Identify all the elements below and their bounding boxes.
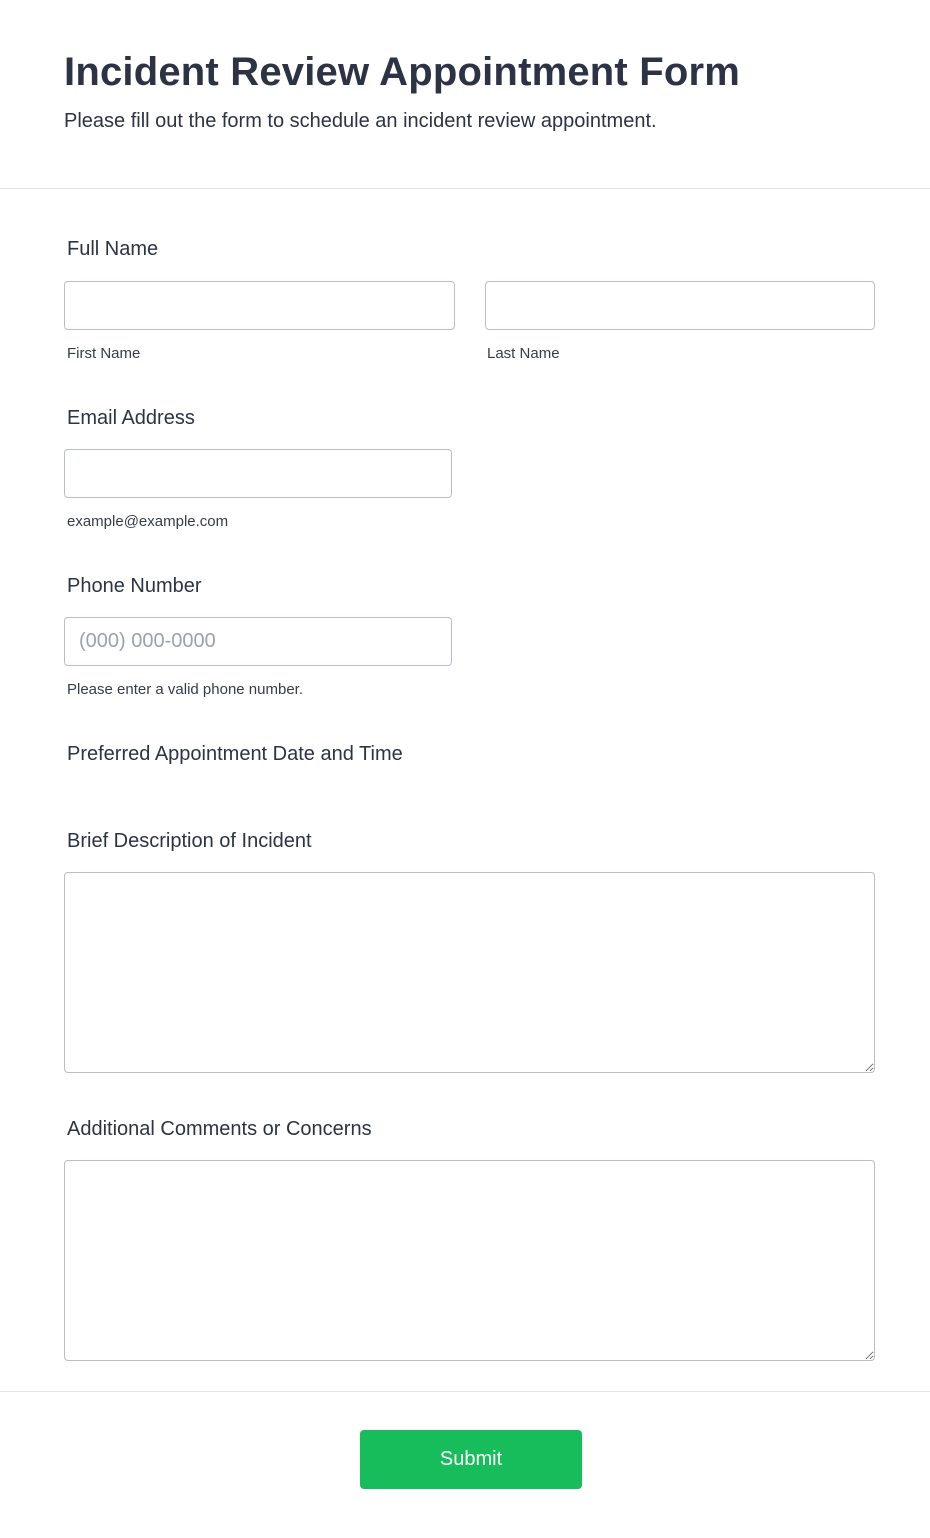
form-subtitle: Please fill out the form to schedule an incident review appointment.: [64, 110, 657, 132]
first-name-sublabel: First Name: [67, 345, 141, 362]
submit-button[interactable]: Submit: [360, 1430, 582, 1489]
first-name-input[interactable]: [64, 281, 455, 330]
phone-sublabel: Please enter a valid phone number.: [67, 681, 303, 698]
comments-textarea[interactable]: [64, 1160, 875, 1361]
footer-divider: [0, 1391, 930, 1392]
full-name-label: Full Name: [67, 238, 159, 260]
email-sublabel: example@example.com: [67, 513, 229, 530]
appointment-label: Preferred Appointment Date and Time: [67, 743, 403, 765]
form-title: Incident Review Appointment Form: [64, 50, 741, 94]
last-name-sublabel: Last Name: [487, 345, 560, 362]
email-input[interactable]: [64, 449, 452, 498]
form-header: [0, 0, 930, 189]
description-label: Brief Description of Incident: [67, 830, 312, 852]
email-label: Email Address: [67, 407, 195, 429]
last-name-input[interactable]: [485, 281, 875, 330]
phone-label: Phone Number: [67, 575, 202, 597]
description-textarea[interactable]: [64, 872, 875, 1073]
comments-label: Additional Comments or Concerns: [67, 1118, 372, 1140]
phone-input[interactable]: [64, 617, 452, 666]
